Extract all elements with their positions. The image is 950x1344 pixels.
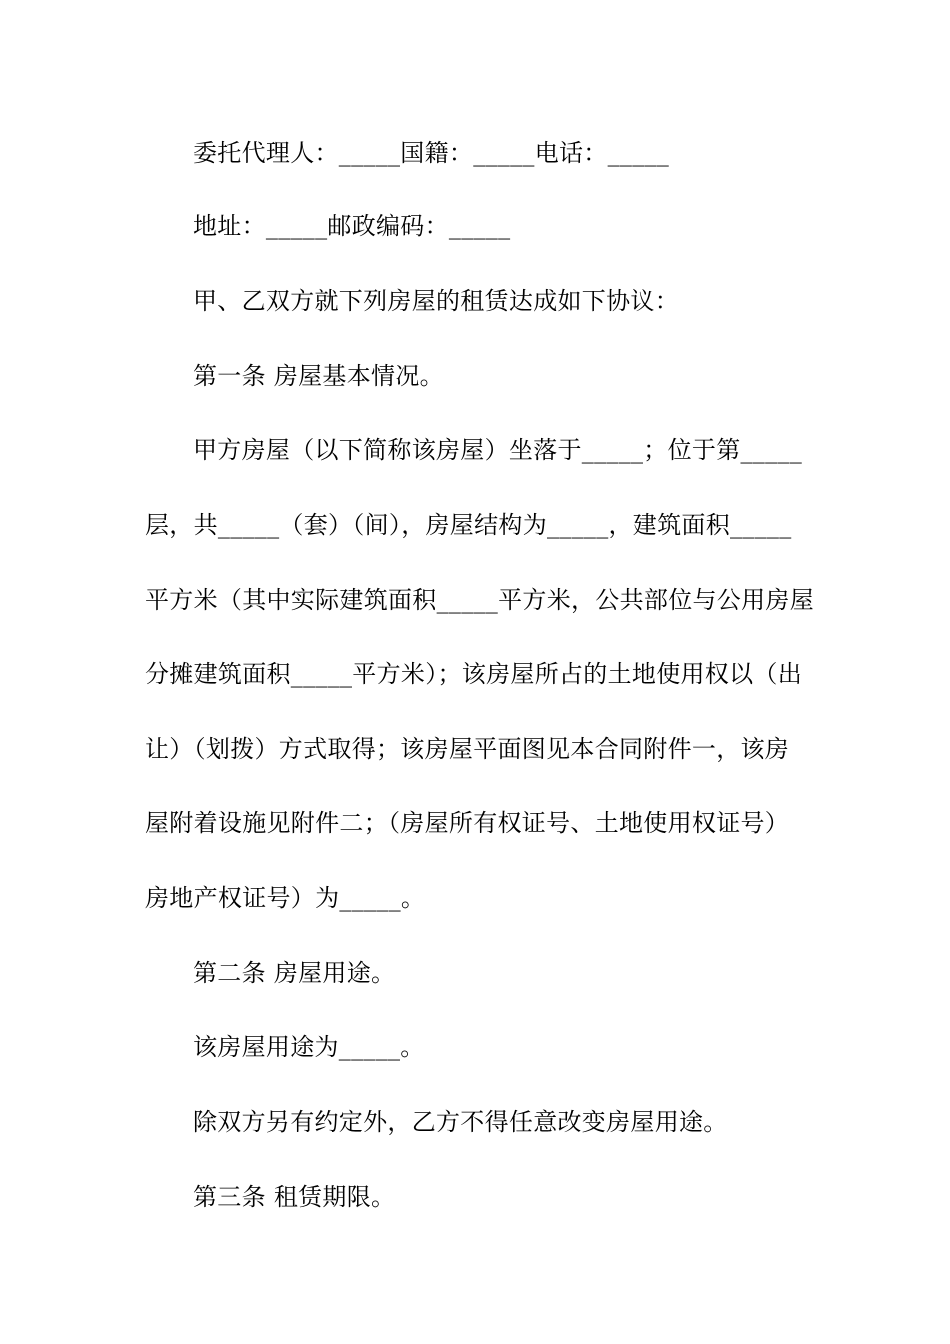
article-1-text-line-3: 平方米（其中实际建筑面积_____平方米，公共部位与公用房屋	[145, 586, 814, 614]
article-1-text-line-2: 层，共_____（套）（间），房屋结构为_____，建筑面积_____	[145, 511, 792, 539]
agent-info-line: 委托代理人：_____国籍：_____电话：_____	[193, 139, 670, 167]
article-3-heading: 第三条 租赁期限。	[193, 1183, 396, 1211]
article-1-text-line-6: 屋附着设施见附件二；（房屋所有权证号、土地使用权证号）	[145, 809, 790, 837]
article-1-text-line-1: 甲方房屋（以下简称该房屋）坐落于_____；位于第_____	[193, 436, 802, 464]
address-line: 地址：_____邮政编码：_____	[193, 212, 511, 240]
article-2-heading: 第二条 房屋用途。	[193, 959, 396, 987]
article-2-text-line-2: 除双方另有约定外，乙方不得任意改变房屋用途。	[193, 1108, 728, 1136]
article-1-text-line-7: 房地产权证号）为_____。	[145, 884, 426, 912]
agreement-intro: 甲、乙双方就下列房屋的租赁达成如下协议：	[193, 287, 679, 315]
article-1-text-line-4: 分摊建筑面积_____平方米）；该房屋所占的土地使用权以（出	[145, 660, 802, 688]
article-2-text-line-1: 该房屋用途为_____。	[193, 1033, 425, 1061]
article-1-text-line-5: 让）（划拨）方式取得；该房屋平面图见本合同附件一，该房	[145, 735, 790, 763]
article-1-heading: 第一条 房屋基本情况。	[193, 362, 444, 390]
